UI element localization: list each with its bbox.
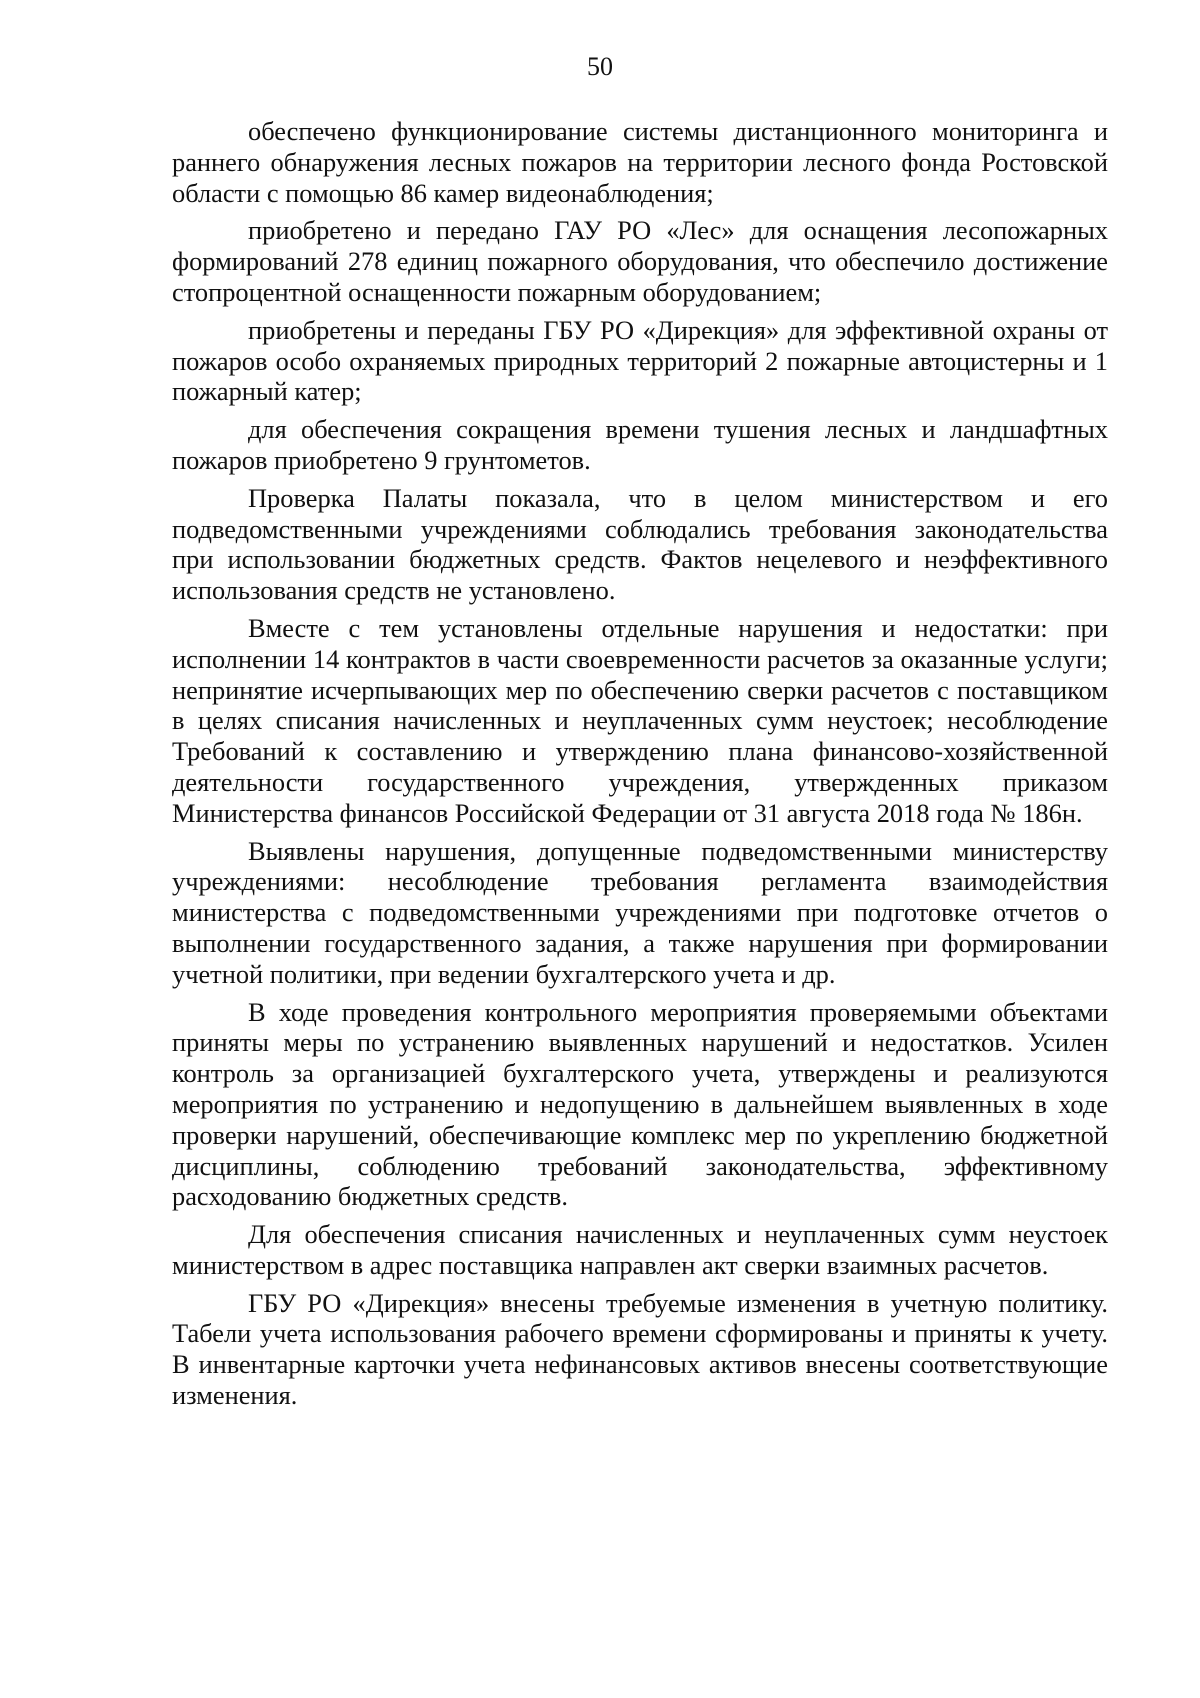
paragraph-accounting-policy: ГБУ РО «Дирекция» внесены требуемые изменения в учетную политику. Табели учета использования рабочего времени сформированы и приняты к учету. В инвентарные карточки учета нефинансовых активов внесены соответствующие изменения. [172,1287,1108,1411]
paragraph-violations: Вместе с тем установлены отдельные нарушения и недостатки: при исполнении 14 контрактов в части своевременности расчетов за оказанные услуги; непринятие исчерпывающих мер по обеспечению сверки расчетов с поставщиком в целях списания начисленных и неуплаченных сумм неустоек; несоблюдение Требований к составлению и утверждению плана финансово-хозяйственной деятельности государственного учреждения, утвержденных приказом Министерства финансов Российской Федерации от 31 августа 2018 года № 186н. [172,612,1108,828]
paragraph-subordinate-violations: Выявлены нарушения, допущенные подведомственными министерству учреждениями: несоблюдение требования регламента взаимодействия министерства с подведомственными учреждениями при подготовке отчетов о выполнении государственного задания, а также нарушения при формировании учетной политики, при ведении бухгалтерского учета и др. [172,835,1108,989]
paragraph-reconciliation-act: Для обеспечения списания начисленных и неуплаченных сумм неустоек министерством в адрес поставщика направлен акт сверки взаимных расчетов. [172,1219,1108,1280]
paragraph-fire-trucks: приобретены и переданы ГБУ РО «Дирекция» для эффективной охраны от пожаров особо охраняемых природных территорий 2 пожарные автоцистерны и 1 пожарный катер; [172,314,1108,407]
body-text [172,116,1108,1418]
paragraph-corrective-measures: В ходе проведения контрольного мероприятия проверяемыми объектами приняты меры по устранению выявленных нарушений и недостатков. Усилен контроль за организацией бухгалтерского учета, утверждены и реализуются мероприятия по устранению и недопущению в дальнейшем выявленных в ходе проверки нарушений, обеспечивающие комплекс мер по укреплению бюджетной дисциплины, соблюдению требований законодательства, эффективному расходованию бюджетных средств. [172,996,1108,1212]
paragraph-soil-throwers: для обеспечения сокращения времени тушения лесных и ландшафтных пожаров приобретено 9 грунтометов. [172,414,1108,475]
paragraph-audit-result: Проверка Палаты показала, что в целом министерством и его подведомственными учреждениями соблюдались требования законодательства при использовании бюджетных средств. Фактов нецелевого и неэффективного использования средств не установлено. [172,482,1108,606]
paragraph-monitoring-system: обеспечено функционирование системы дистанционного мониторинга и раннего обнаружения лесных пожаров на территории лесного фонда Ростовской области с помощью 86 камер видеонаблюдения; [172,116,1108,208]
paragraph-fire-equipment: приобретено и передано ГАУ РО «Лес» для оснащения лесопожарных формирований 278 единиц пожарного оборудования, что обеспечило достижение стопроцентной оснащенности пожарным оборудованием; [172,215,1108,307]
page-number: 50 [587,52,613,81]
